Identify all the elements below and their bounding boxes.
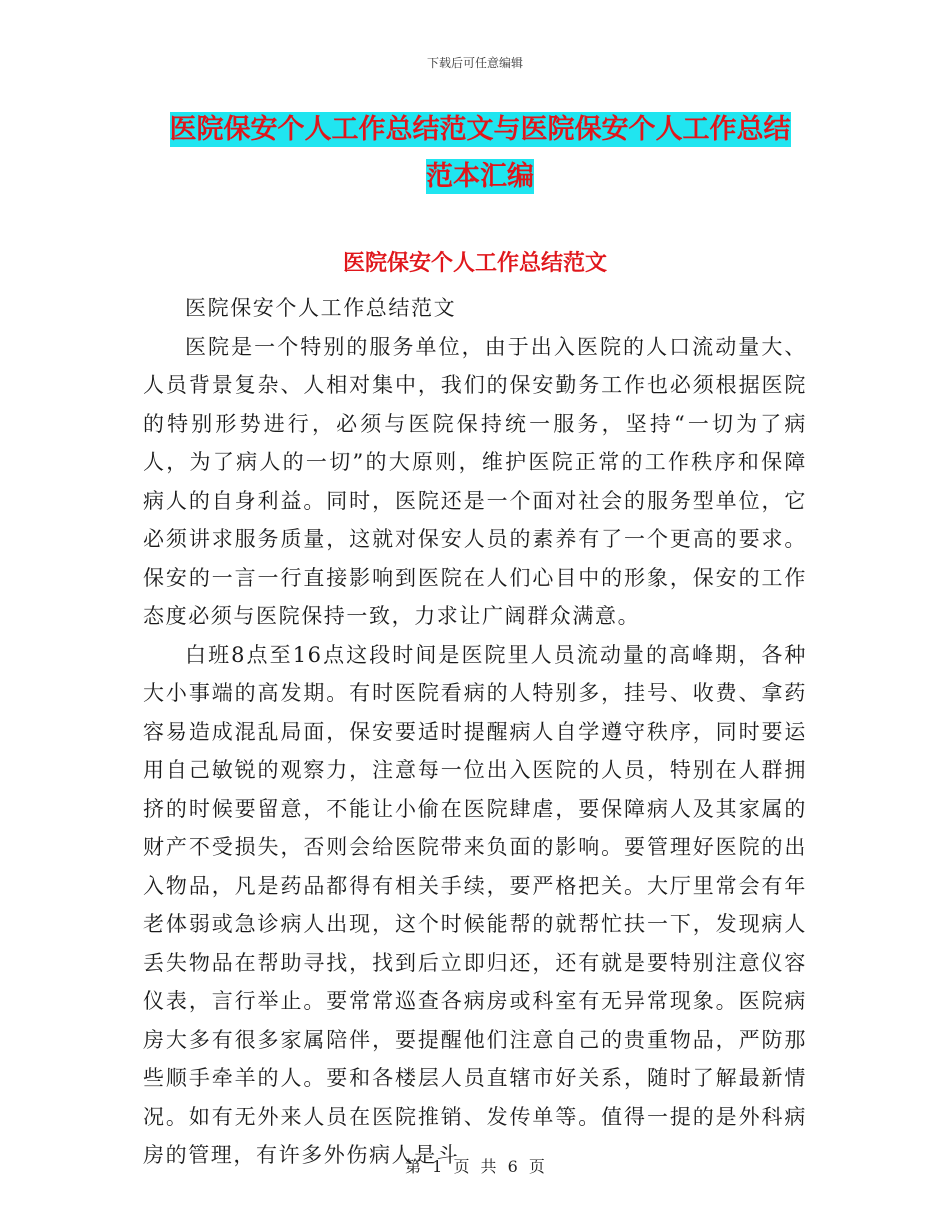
paragraph-day-shift: 白班8点至16点这段时间是医院里人员流动量的高峰期，各种大小事端的高发期。有时医院看病的人特别多，挂号、收费、拿药容易造成混乱局面，保安要适时提醒病人自学遵守秩序，同时要运用自己敏锐的观察力，注意每一位出入医院的人员，特别在人群拥挤的时候要留意，不能让小偷在医院肆虐，要保障病人及其家属的财产不受损失，否则会给医院带来负面的影响。要管理好医院的出入物品，凡是药品都得有相关手续，要严格把关。大厅里常会有年老体弱或急诊病人出现，这个时候能帮的就帮忙扶一下，发现病人丢失物品在帮助寻找，找到后立即归还，还有就是要特别注意仪容仪表，言行举止。要常常巡查各病房或科室有无异常现象。医院病房大多有很多家属陪伴，要提醒他们注意自己的贵重物品，严防那些顺手牵羊的人。要和各楼层人员直辖市好关系，随时了解最新情况。如有无外来人员在医院推销、发传单等。值得一提的是外科病房的管理，有许多外伤病人是斗 [143,642,807,1167]
document-title [150,106,810,200]
section-heading: 医院保安个人工作总结范文 [342,251,607,276]
document-body [143,289,807,1175]
page-footer: 第 1 页 共 6 页 [405,1157,545,1176]
page-header-note: 下载后可任意编辑 [426,56,523,70]
title-line-1: 医院保安个人工作总结范文与医院保安个人工作总结 [169,114,791,145]
title-line-2: 范本汇编 [426,161,534,192]
paragraph-intro: 医院是一个特别的服务单位，由于出入医院的人口流动量大、人员背景复杂、人相对集中，我们的保安勤务工作也必须根据医院的特别形势进行，必须与医院保持统一服务，坚持“一切为了病人，为了病人的一切”的大原则，维护医院正常的工作秩序和保障病人的自身利益。同时，医院还是一个面对社会的服务型单位，它必须讲求服务质量，这就对保安人员的素养有了一个更高的要求。保安的一言一行直接影响到医院在人们心目中的形象，保安的工作态度必须与医院保持一致，力求让广阔群众满意。 [143,334,807,628]
paragraph-subtitle: 医院保安个人工作总结范文 [185,296,457,320]
